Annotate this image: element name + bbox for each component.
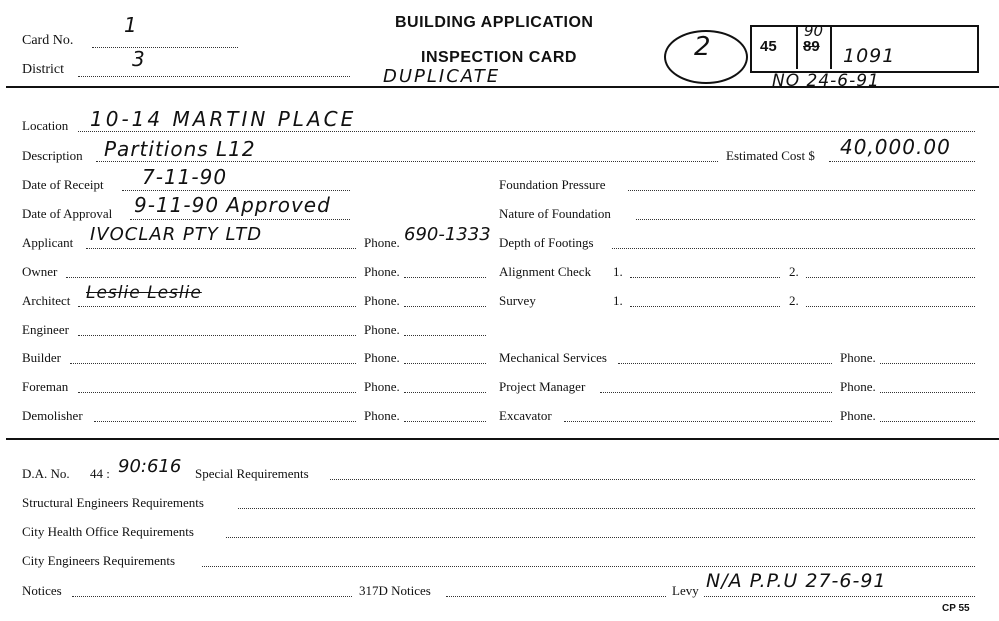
health-requirements-line (226, 537, 975, 538)
survey-num-2: 2. (789, 293, 799, 308)
foundation-pressure-label: Foundation Pressure (499, 177, 606, 192)
project-manager-phone-label: Phone. (840, 379, 876, 394)
notices-label: Notices (22, 583, 62, 598)
card-no-label: Card No. (22, 33, 74, 48)
foreman-line (78, 392, 356, 393)
owner-label: Owner (22, 264, 58, 279)
architect-phone-line (404, 306, 486, 307)
survey-line-1 (630, 306, 780, 307)
foreman-label: Foreman (22, 379, 69, 394)
excavator-phone-label: Phone. (840, 408, 876, 423)
date-approval-label: Date of Approval (22, 206, 113, 221)
builder-label: Builder (22, 350, 61, 365)
city-engineers-line (202, 566, 975, 567)
owner-phone-label: Phone. (364, 264, 400, 279)
builder-line (70, 363, 356, 364)
engineer-phone-line (404, 335, 486, 336)
form-code: CP 55 (942, 603, 970, 614)
applicant-line (86, 248, 356, 249)
da-no-prefix: 44 : (90, 466, 110, 481)
district-value: 3 (132, 47, 146, 71)
special-requirements-label: Special Requirements (195, 466, 309, 481)
alignment-num-2: 2. (789, 264, 799, 279)
nature-foundation-label: Nature of Foundation (499, 206, 611, 221)
district-label: District (22, 62, 64, 77)
location-line (78, 131, 975, 132)
survey-num-1: 1. (613, 293, 623, 308)
depth-footings-label: Depth of Footings (499, 235, 594, 250)
demolisher-line (94, 421, 356, 422)
survey-line-2 (806, 306, 975, 307)
owner-phone-line (404, 277, 486, 278)
mechanical-label: Mechanical Services (499, 350, 607, 365)
engineer-line (78, 335, 356, 336)
estimated-cost-label: Estimated Cost $ (726, 148, 815, 163)
demolisher-label: Demolisher (22, 408, 83, 423)
excavator-phone-line (880, 421, 975, 422)
applicant-phone-value: 690-1333 (404, 224, 491, 245)
date-receipt-line (122, 190, 350, 191)
owner-line (66, 277, 356, 278)
estimated-cost-line (829, 161, 975, 162)
phone-label: Phone. (364, 235, 400, 250)
applicant-value: IVOCLAR PTY LTD (90, 224, 263, 245)
box-number: 45 (760, 38, 777, 55)
engineer-phone-label: Phone. (364, 322, 400, 337)
box-year-old: 89 (803, 38, 820, 55)
demolisher-phone-label: Phone. (364, 408, 400, 423)
levy-label: Levy (672, 583, 699, 598)
health-requirements-label: City Health Office Requirements (22, 524, 194, 539)
box-note: NO 24-6-91 (772, 71, 880, 91)
date-approval-value: 9-11-90 Approved (134, 193, 331, 217)
structural-requirements-line (238, 508, 975, 509)
date-receipt-label: Date of Receipt (22, 177, 104, 192)
district-line (78, 76, 350, 77)
city-engineers-label: City Engineers Requirements (22, 553, 176, 568)
notices-line (72, 596, 352, 597)
divider-middle (6, 438, 999, 440)
description-value: Partitions L12 (104, 137, 256, 161)
engineer-label: Engineer (22, 322, 69, 337)
location-label: Location (22, 118, 69, 133)
alignment-num-1: 1. (613, 264, 623, 279)
mechanical-phone-line (880, 363, 975, 364)
alignment-line-1 (630, 277, 780, 278)
card-no-value: 1 (124, 13, 138, 37)
project-manager-label: Project Manager (499, 379, 586, 394)
demolisher-phone-line (404, 421, 486, 422)
project-manager-line (600, 392, 832, 393)
architect-value: Leslie Leslie (86, 283, 202, 303)
mechanical-phone-label: Phone. (840, 350, 876, 365)
structural-requirements-label: Structural Engineers Requirements (22, 495, 204, 510)
nature-foundation-line (636, 219, 975, 220)
description-line (96, 161, 718, 162)
alignment-check-label: Alignment Check (499, 264, 592, 279)
duplicate-stamp: DUPLICATE (383, 66, 501, 87)
description-label: Description (22, 148, 83, 163)
excavator-label: Excavator (499, 408, 552, 423)
foundation-pressure-line (628, 190, 975, 191)
excavator-line (564, 421, 832, 422)
builder-phone-label: Phone. (364, 350, 400, 365)
date-receipt-value: 7-11-90 (142, 165, 228, 189)
foreman-phone-line (404, 392, 486, 393)
circled-number: 2 (694, 32, 712, 62)
location-value: 10-14 MARTIN PLACE (90, 107, 357, 131)
title-building-application: BUILDING APPLICATION (395, 14, 594, 31)
date-approval-line (130, 219, 350, 220)
divider-top (6, 86, 999, 88)
notices-317d-line (446, 596, 666, 597)
architect-label: Architect (22, 293, 71, 308)
architect-phone-label: Phone. (364, 293, 400, 308)
notices-317d-label: 317D Notices (359, 583, 431, 598)
applicant-label: Applicant (22, 235, 74, 250)
da-no-value: 90:616 (118, 456, 182, 477)
card-no-line (92, 47, 238, 48)
box-year-new: 90 (804, 22, 824, 40)
estimated-cost-value: 40,000.00 (840, 135, 951, 159)
special-requirements-line (330, 479, 975, 480)
box-handwritten: 1091 (843, 45, 896, 67)
architect-line (78, 306, 356, 307)
survey-label: Survey (499, 293, 536, 308)
builder-phone-line (404, 363, 486, 364)
mechanical-line (618, 363, 832, 364)
da-no-label: D.A. No. (22, 466, 70, 481)
levy-value: N/A P.P.U 27-6-91 (706, 570, 887, 592)
foreman-phone-label: Phone. (364, 379, 400, 394)
levy-line (704, 596, 975, 597)
title-inspection-card: INSPECTION CARD (421, 49, 577, 66)
alignment-line-2 (806, 277, 975, 278)
depth-footings-line (612, 248, 975, 249)
project-manager-phone-line (880, 392, 975, 393)
